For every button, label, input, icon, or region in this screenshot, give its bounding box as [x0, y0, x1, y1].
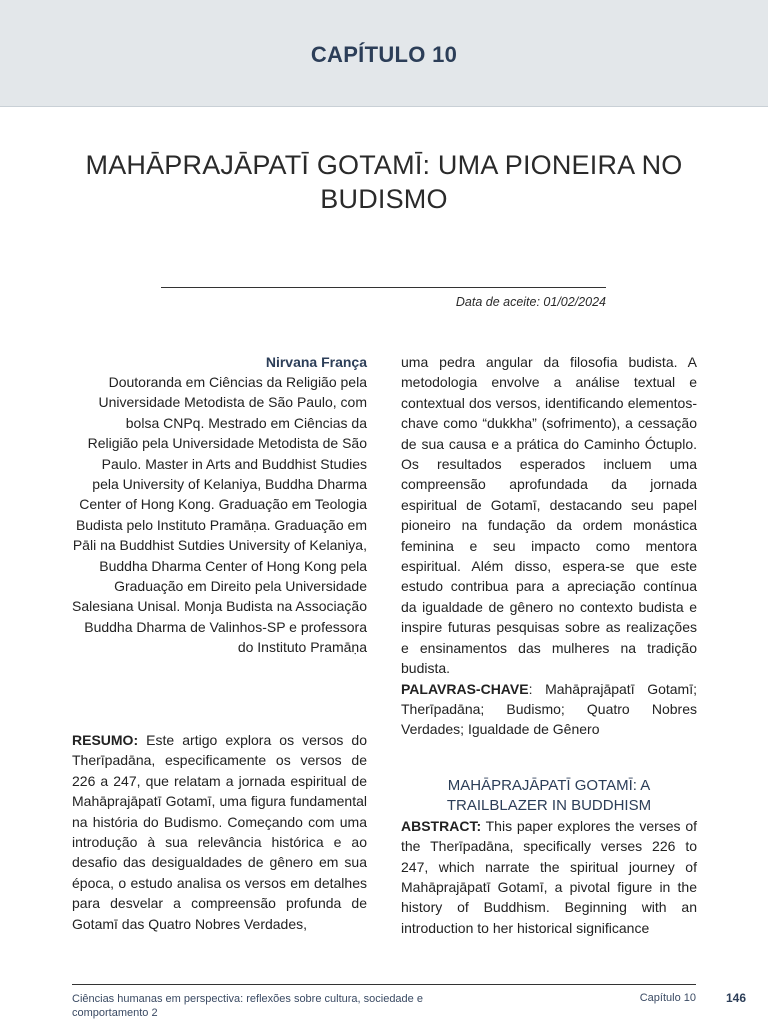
author-bio: Doutoranda em Ciências da Religião pela Universidade Metodista de São Paulo, com bolsa CNPq. Mestrado em Ciências da Religião pela Universidade Metodista de São Paulo. Master in Arts and Buddhist Studies pela University of Kelaniya, Buddha Dharma Center of Hong Kong. Graduação em Teologia Budista pelo Instituto Pramāṇa. Graduação em Pāli na Buddhist Sutdies University of Kelaniya, Buddha Dharma Center of Hong Kong pela Graduação em Direito pela Universidade Salesiana Unisal. Monja Budista na Associação Buddha Dharma de Valinhos-SP e professora do Instituto Pramāṇa [72, 374, 367, 656]
keywords-paragraph [401, 679, 697, 740]
abstract-text: This paper explores the verses of the Therīpadāna, specifically verses 226 to 247, which narrate the spiritual journey of Mahāprajāpatī Gotamī, a pivotal figure in the history of Buddhism. Beginning with an introduction to her historical significance [401, 817, 697, 936]
acceptance-date: Data de aceite: 01/02/2024 [455, 295, 606, 309]
right-column [401, 352, 697, 938]
footer-divider [72, 984, 696, 985]
chapter-header-band [0, 0, 768, 107]
chapter-label: CAPÍTULO 10 [310, 42, 458, 67]
resumo-text-part1: Este artigo explora os versos do Therīpadāna, especificamente os versos de 226 a 247, que relatam a jornada espiritual de Mahāprajāpatī Gotamī, uma figura fundamental na história do Budismo. Começando com uma introdução à sua relevância histórica e ao desafio das desigualdades de gênero em sua época, o estudo analisa os versos em detalhes para desvelar a compreensão profunda de Gotamī das Quatro Nobres Verdades, [72, 732, 367, 932]
abstract-label: ABSTRACT: [401, 817, 482, 834]
article-title: MAHĀPRAJĀPATĪ GOTAMĪ: UMA PIONEIRA NO BUDISMO [85, 150, 683, 215]
keywords-text: : Mahāprajāpatī Gotamī; Therīpadāna; Budismo; Quatro Nobres Verdades; Igualdade de Gênero [401, 680, 697, 738]
acceptance-divider [161, 287, 606, 288]
resumo-paragraph [72, 730, 367, 934]
english-title: MAHĀPRAJĀPATĪ GOTAMĪ: A TRAILBLAZER IN BUDDHISM [446, 776, 652, 814]
author-block [72, 352, 367, 658]
keywords-label: PALAVRAS-CHAVE [401, 680, 529, 697]
author-name: Nirvana França [265, 354, 367, 370]
footer-chapter: Capítulo 10 [639, 992, 696, 1004]
page-number: 146 [725, 991, 746, 1005]
resumo-block [72, 730, 367, 934]
abstract-paragraph [401, 816, 697, 938]
resumo-label: RESUMO: [72, 732, 139, 748]
resumo-continuation: uma pedra angular da filosofia budista. A metodologia envolve a análise textual e contextual dos versos, identificando elementos-chave como “dukkha” (sofrimento), a cessação de sua causa e a prática do Caminho Óctuplo. Os resultados esperados incluem uma compreensão aprofundada da jornada espiritual de Gotamī, destacando seu papel pioneiro na fundação da ordem monástica feminina e seu impacto como mentora espiritual. Além disso, espera-se que este estudo contribua para a apreciação contínua da igualdade de gênero no contexto budista e inspire futuras pesquisas sobre as realizações e ensinamentos das mulheres na tradição budista. [401, 354, 697, 677]
footer-book-title: Ciências humanas em perspectiva: reflexões sobre cultura, sociedade e comportamento 2 [72, 993, 423, 1019]
